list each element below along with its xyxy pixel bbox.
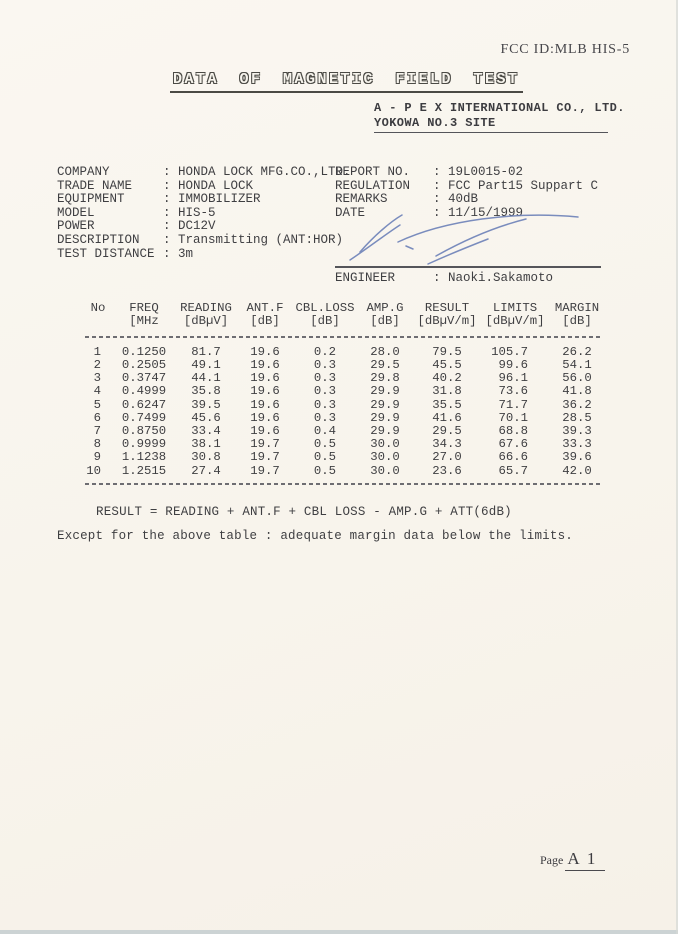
table-row — [83, 465, 605, 478]
table-cell: 28.0 — [370, 344, 400, 359]
table-cell: 1.1238 — [121, 450, 167, 465]
table-cell: 0.3 — [313, 410, 337, 425]
table-cell: 26.2 — [562, 344, 592, 359]
table-cell: 45.6 — [191, 410, 221, 425]
info-row-report-no: REPORT NO. : 19L0015-02 — [335, 165, 524, 179]
table-cell: 0.8750 — [121, 424, 167, 439]
table-cell: 0.5 — [313, 437, 337, 452]
table-cell: 30.8 — [191, 450, 221, 465]
fcc-id-label: FCC ID:MLB HIS-5 — [500, 42, 630, 57]
info-row-date: DATE : 11/15/1999 — [335, 205, 524, 220]
column-header: No — [90, 301, 106, 315]
column-header: FREQ [MHz — [129, 301, 159, 329]
table-cell: 66.6 — [498, 450, 528, 465]
info-row-company: COMPANY : HONDA LOCK MFG.CO.,LTD. — [57, 165, 351, 179]
table-cell: 4 — [93, 384, 101, 399]
table-cell: 0.9999 — [121, 437, 167, 452]
table-cell: 39.6 — [562, 450, 592, 465]
info-row-model: MODEL : HIS-5 — [57, 205, 216, 220]
column-header: READING [dBµV] — [180, 301, 232, 329]
table-cell: 0.5 — [313, 450, 337, 465]
table-cell: 68.8 — [498, 424, 528, 439]
title-wrap — [170, 70, 523, 93]
table-cell: 56.0 — [562, 371, 592, 386]
table-cell: 5 — [93, 397, 101, 412]
table-cell: 0.3 — [313, 358, 337, 373]
table-cell: 3 — [93, 371, 101, 386]
table-cell: 28.5 — [562, 410, 592, 425]
table-cell: 2 — [93, 358, 101, 373]
table-cell: 29.9 — [370, 410, 400, 425]
table-cell: 0.1250 — [121, 344, 167, 359]
site-name: YOKOWA NO.3 SITE — [374, 116, 608, 133]
table-cell: 19.6 — [250, 384, 280, 399]
table-cell: 38.1 — [191, 437, 221, 452]
equipment-info-block — [57, 166, 351, 261]
table-row — [83, 399, 605, 412]
table-cell: 19.7 — [250, 463, 280, 478]
table-cell: 23.6 — [432, 463, 462, 478]
table-cell: 67.6 — [498, 437, 528, 452]
table-cell: 81.7 — [191, 344, 221, 359]
table-cell: 49.1 — [191, 358, 221, 373]
info-row-remarks: REMARKS : 40dB — [335, 192, 479, 207]
table-cell: 44.1 — [191, 371, 221, 386]
column-header: MARGIN [dB] — [554, 301, 600, 329]
page-footer — [540, 849, 605, 871]
table-row — [83, 385, 605, 398]
table-cell: 41.6 — [432, 410, 462, 425]
table-cell: 41.8 — [562, 384, 592, 399]
table-cell: 29.5 — [370, 358, 400, 373]
table-header — [83, 302, 605, 346]
table-cell: 27.4 — [191, 463, 221, 478]
signature-rule — [335, 266, 601, 268]
table-cell: 39.3 — [562, 424, 592, 439]
info-row-test-distance: TEST DISTANCE : 3m — [57, 246, 194, 261]
table-cell: 0.3 — [313, 384, 337, 399]
measurement-table-wrap — [83, 302, 607, 494]
table-cell: 79.5 — [432, 344, 462, 359]
column-header: CBL.LOSS [dB] — [295, 301, 355, 329]
table-cell: 29.9 — [370, 397, 400, 412]
table-cell: 19.6 — [250, 358, 280, 373]
table-cell: 0.3747 — [121, 371, 167, 386]
info-row-regulation: REGULATION : FCC Part15 Suppart C — [335, 178, 599, 193]
engineer-signature — [340, 206, 605, 268]
table-cell: 33.4 — [191, 424, 221, 439]
measurement-table — [83, 302, 605, 478]
column-header: LIMITS [dBµV/m] — [485, 301, 545, 329]
table-cell: 34.3 — [432, 437, 462, 452]
table-cell: 19.7 — [250, 437, 280, 452]
column-header: ANT.F [dB] — [246, 301, 284, 329]
table-cell: 71.7 — [498, 397, 528, 412]
table-cell: 19.6 — [250, 424, 280, 439]
table-header-row — [83, 302, 605, 346]
table-cell: 45.5 — [432, 358, 462, 373]
table-cell: 29.5 — [432, 424, 462, 439]
exception-note: Except for the above table : adequate margin data below the limits. — [57, 529, 573, 543]
table-cell: 19.6 — [250, 371, 280, 386]
table-cell: 29.8 — [370, 371, 400, 386]
table-body — [83, 346, 605, 478]
table-cell: 65.7 — [498, 463, 528, 478]
table-cell: 99.6 — [498, 358, 528, 373]
table-cell: 10 — [86, 463, 101, 478]
table-cell: 31.8 — [432, 384, 462, 399]
table-cell: 0.6247 — [121, 397, 167, 412]
table-cell: 29.9 — [370, 384, 400, 399]
table-cell: 29.9 — [370, 424, 400, 439]
info-row-trade-name: TRADE NAME : HONDA LOCK — [57, 178, 254, 193]
table-cell: 19.7 — [250, 450, 280, 465]
table-cell: 70.1 — [498, 410, 528, 425]
table-cell: 0.5 — [313, 463, 337, 478]
info-row-power: POWER : DC12V — [57, 219, 216, 234]
info-row-equipment: EQUIPMENT : IMMOBILIZER — [57, 192, 261, 207]
table-cell: 0.7499 — [121, 410, 167, 425]
table-rule-top — [85, 336, 603, 338]
info-row-engineer: ENGINEER : Naoki.Sakamoto — [335, 271, 554, 285]
result-formula: RESULT = READING + ANT.F + CBL LOSS - AMP.G + ATT(6dB) — [96, 505, 512, 519]
page-number: A 1 — [565, 849, 605, 871]
page-title: DATA OF MAGNETIC FIELD TEST — [170, 71, 523, 93]
table-cell: 27.0 — [432, 450, 462, 465]
column-header: RESULT [dBµV/m] — [417, 301, 477, 329]
scan-edge-bottom — [0, 930, 678, 934]
table-cell: 30.0 — [370, 463, 400, 478]
table-cell: 42.0 — [562, 463, 592, 478]
table-cell: 73.6 — [498, 384, 528, 399]
table-cell: 40.2 — [432, 371, 462, 386]
table-cell: 19.6 — [250, 410, 280, 425]
table-cell: 0.2 — [313, 344, 337, 359]
table-cell: 8 — [93, 437, 101, 452]
table-cell: 0.3 — [313, 397, 337, 412]
table-cell: 1 — [93, 344, 101, 359]
table-cell: 9 — [93, 450, 101, 465]
table-cell: 54.1 — [562, 358, 592, 373]
table-rule-bottom — [85, 483, 603, 485]
table-cell: 19.6 — [250, 344, 280, 359]
table-cell: 7 — [93, 424, 101, 439]
table-cell: 33.3 — [562, 437, 592, 452]
table-cell: 6 — [93, 410, 101, 425]
table-cell: 36.2 — [562, 397, 592, 412]
table-cell: 1.2515 — [121, 463, 167, 478]
info-row-description: DESCRIPTION : Transmitting (ANT:HOR) — [57, 232, 344, 247]
table-cell: 19.6 — [250, 397, 280, 412]
company-name: A - P E X INTERNATIONAL CO., LTD. — [374, 101, 625, 115]
table-cell: 0.4 — [313, 424, 337, 439]
column-header: AMP.G [dB] — [366, 301, 404, 329]
table-cell: 30.0 — [370, 437, 400, 452]
table-cell: 0.4999 — [121, 384, 167, 399]
table-cell: 0.2505 — [121, 358, 167, 373]
table-row — [83, 451, 605, 464]
table-cell: 30.0 — [370, 450, 400, 465]
table-cell: 96.1 — [498, 371, 528, 386]
table-cell: 39.5 — [191, 397, 221, 412]
table-cell: 105.7 — [491, 344, 528, 359]
table-cell: 0.3 — [313, 371, 337, 386]
table-cell: 35.8 — [191, 384, 221, 399]
table-cell: 35.5 — [432, 397, 462, 412]
page-label: Page — [540, 853, 564, 867]
